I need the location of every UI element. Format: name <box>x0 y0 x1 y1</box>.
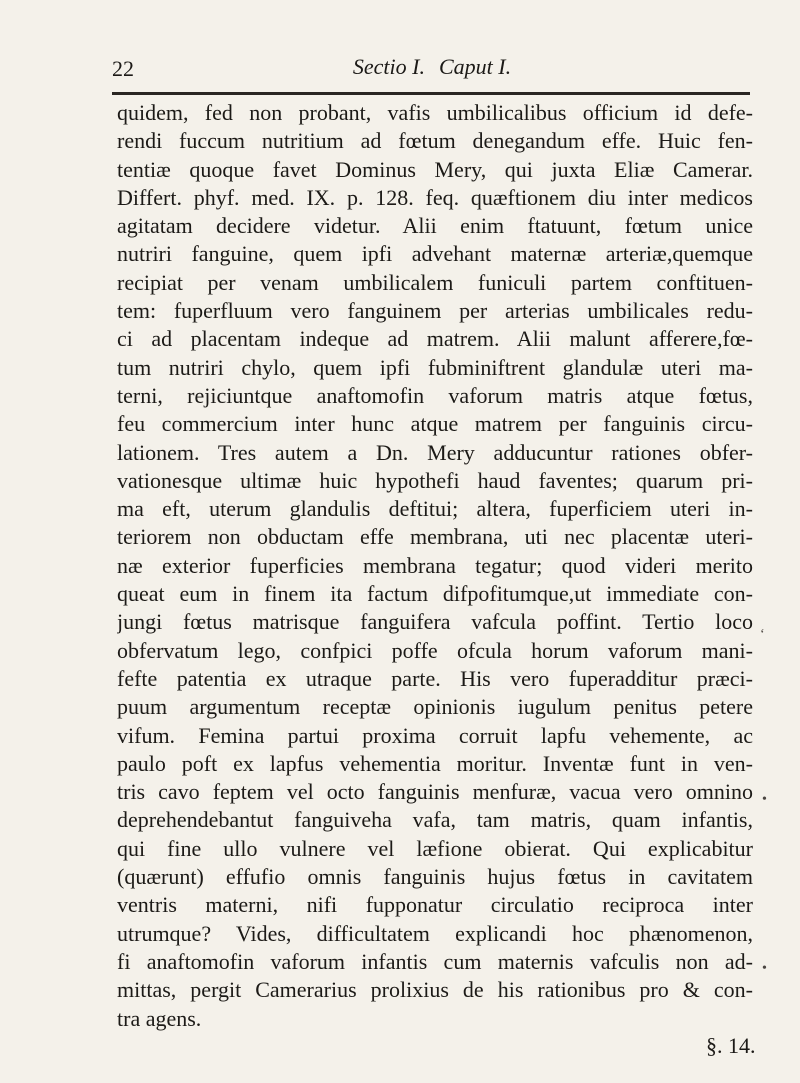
text-line: recipiat per venam umbilicalem funiculi partem conftituen- <box>117 269 753 295</box>
text-line: jungi fœtus matrisque fanguifera vafcula poffint. Tertio loco <box>117 609 753 635</box>
text-line: ventris materni, nifi fupponatur circulatio reciproca inter <box>117 892 753 918</box>
text-line: vationesque ultimæ huic hypothefi haud faventes; quarum pri- <box>117 467 753 493</box>
text-line: fi anaftomofin vaforum infantis cum maternis vafculis non ad- <box>117 948 753 974</box>
text-line: queat eum in finem ita factum difpofitumque,ut immediate con- <box>117 581 753 607</box>
text-line: rendi fuccum nutritium ad fœtum denegandum effe. Huic fen- <box>117 128 753 154</box>
section-heading <box>112 54 752 80</box>
text-line: tris cavo feptem vel octo fanguinis menfuræ, vacua vero omnino <box>117 779 753 805</box>
margin-mark: ‘ <box>760 627 765 642</box>
section-label: Sectio I. <box>352 54 425 79</box>
text-line: agitatam decidere videtur. Alii enim ftatuunt, fœtum unice <box>117 213 753 239</box>
margin-mark: • <box>762 792 767 807</box>
text-line: ci ad placentam indeque ad matrem. Alii malunt afferere,fœ- <box>117 326 753 352</box>
text-line: feu commercium inter hunc atque matrem per fanguinis circu- <box>117 411 753 437</box>
text-line: obfervatum lego, confpici poffe ofcula horum vaforum mani- <box>117 637 753 663</box>
chapter-label: Caput I. <box>438 54 512 79</box>
text-line: quidem, fed non probant, vafis umbilicalibus officium id defe- <box>117 100 753 125</box>
text-line: tum nutriri chylo, quem ipfi fubminiftrent glandulæ uteri ma- <box>117 354 753 380</box>
text-line: tra agens. <box>117 1005 202 1031</box>
text-line: qui fine ullo vulnere vel læfione obierat. Qui explicabitur <box>117 835 753 861</box>
header-rule <box>112 92 750 95</box>
text-line: paulo poft ex lapfus vehementia moritur. Inventæ funt in ven- <box>117 750 753 776</box>
text-line: tem: fuperfluum vero fanguinem per arterias umbilicales redu- <box>117 298 753 324</box>
text-line: tentiæ quoque favet Dominus Mery, qui juxta Eliæ Camerar. <box>117 156 753 182</box>
text-line: teriorem non obductam effe membrana, uti nec placentæ uteri- <box>117 524 753 550</box>
text-line: puum argumentum receptæ opinionis iugulum penitus petere <box>117 694 753 720</box>
text-line: terni, rejiciuntque anaftomofin vaforum matris atque fœtus, <box>117 382 753 408</box>
text-line: Differt. phyf. med. IX. p. 128. feq. quæftionem diu inter medicos <box>117 184 753 210</box>
catchword: §. 14. <box>706 1033 756 1058</box>
text-line: næ exterior fuperficies membrana tegatur; quod videri merito <box>117 552 753 578</box>
page-number: 22 <box>112 56 134 81</box>
text-line: mittas, pergit Camerarius prolixius de his rationibus pro & con- <box>117 977 753 1003</box>
text-line: (quærunt) effufio omnis fanguinis hujus fœtus in cavitatem <box>117 864 753 890</box>
margin-mark: • <box>762 961 767 976</box>
text-line: ma eft, uterum glandulis deftitui; altera, fuperficiem uteri in- <box>117 496 753 522</box>
text-line: nutriri fanguine, quem ipfi advehant maternæ arteriæ,quemque <box>117 241 753 267</box>
text-line: deprehendebantut fanguiveha vafa, tam matris, quam infantis, <box>117 807 753 833</box>
running-head <box>112 48 752 88</box>
text-line: fefte patentia ex utraque parte. His vero fuperadditur præci- <box>117 665 753 691</box>
text-line: utrumque? Vides, difficultatem explicandi hoc phænomenon, <box>117 920 753 946</box>
text-line: vifum. Femina partui proxima corruit lapfu vehemente, ac <box>117 722 753 748</box>
body-text <box>117 99 753 1033</box>
text-line: lationem. Tres autem a Dn. Mery adducuntur rationes obfer- <box>117 439 753 465</box>
